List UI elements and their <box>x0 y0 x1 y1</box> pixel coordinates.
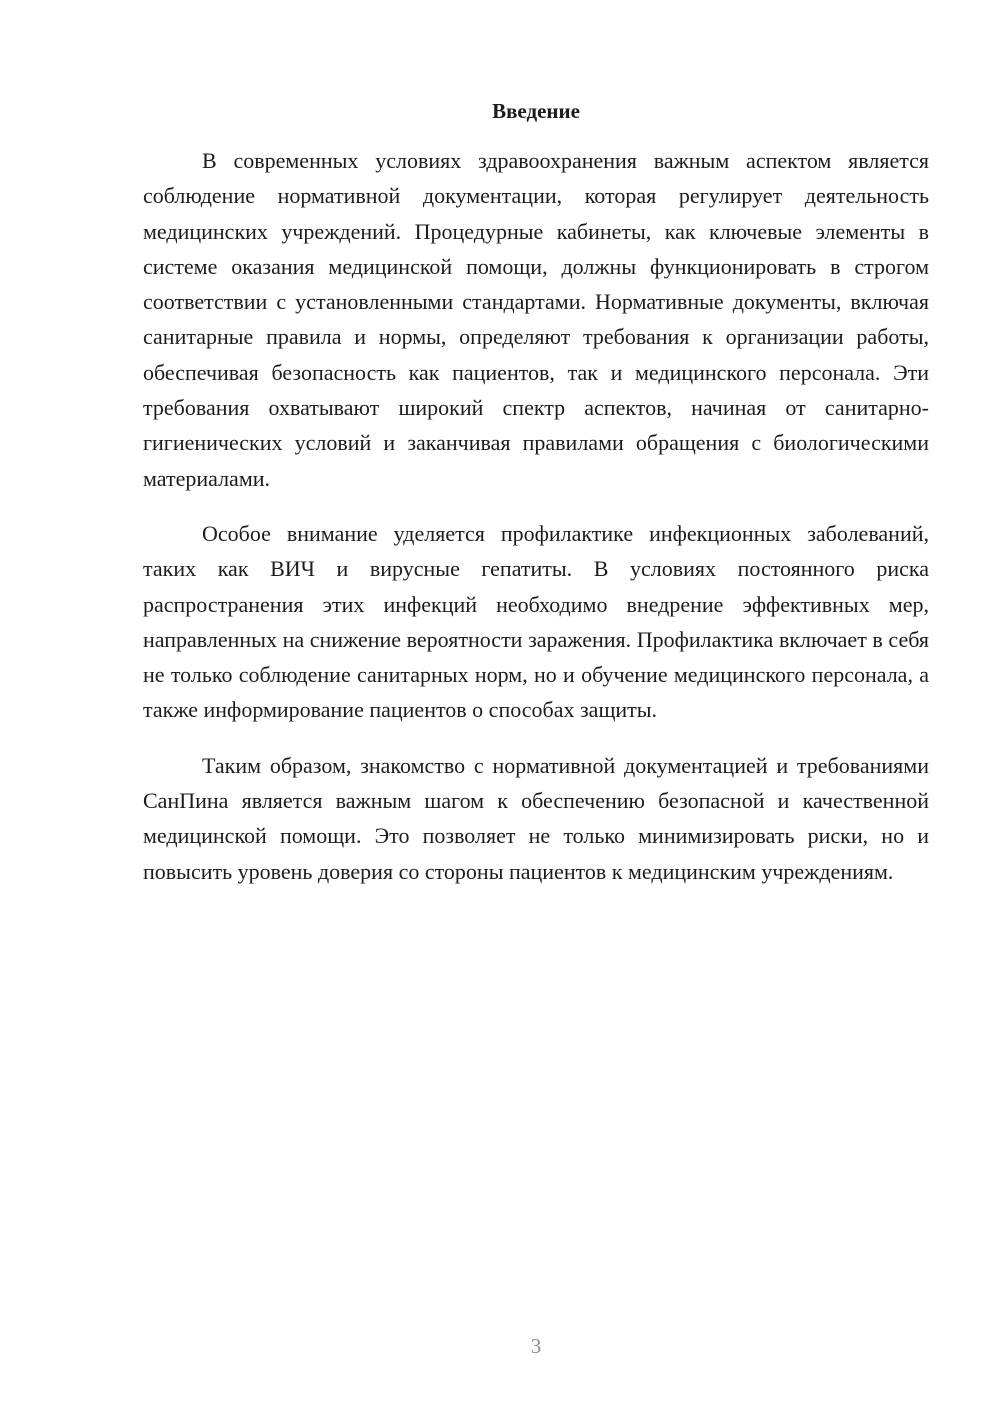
paragraph-2: Особое внимание уделяется профилактике инфекционных заболеваний, таких как ВИЧ и вирусные гепатиты. В условиях постоянного риска распространения этих инфекций необходимо внедрение эффективных мер, направленных на снижение вероятности заражения. Профилактика включает в себя не только соблюдение санитарных норм, но и обучение медицинского персонала, а также информирование пациентов о способах защиты. <box>143 520 929 723</box>
body-text <box>143 143 929 909</box>
page-number: 3 <box>530 1334 542 1358</box>
paragraph-3: Таким образом, знакомство с нормативной документацией и требованиями СанПина является важным шагом к обеспечению безопасной и качественной медицинской помощи. Это позволяет не только минимизировать риски, но и повысить уровень доверия со стороны пациентов к медицинским учреждениям. <box>143 752 929 884</box>
paragraph-1: В современных условиях здравоохранения важным аспектом является соблюдение нормативной документации, которая регулирует деятельность медицинских учреждений. Процедурные кабинеты, как ключевые элементы в системе оказания медицинской помощи, должны функционировать в строгом соответствии с установленными стандартами. Нормативные документы, включая санитарные правила и нормы, определяют требования к организации работы, обеспечивая безопасность как пациентов, так и медицинского персонала. Эти требования охватывают широкий спектр аспектов, начиная от санитарно-гигиенических условий и заканчивая правилами обращения с биологическими материалами. <box>143 148 929 491</box>
section-title: Введение <box>492 99 580 123</box>
